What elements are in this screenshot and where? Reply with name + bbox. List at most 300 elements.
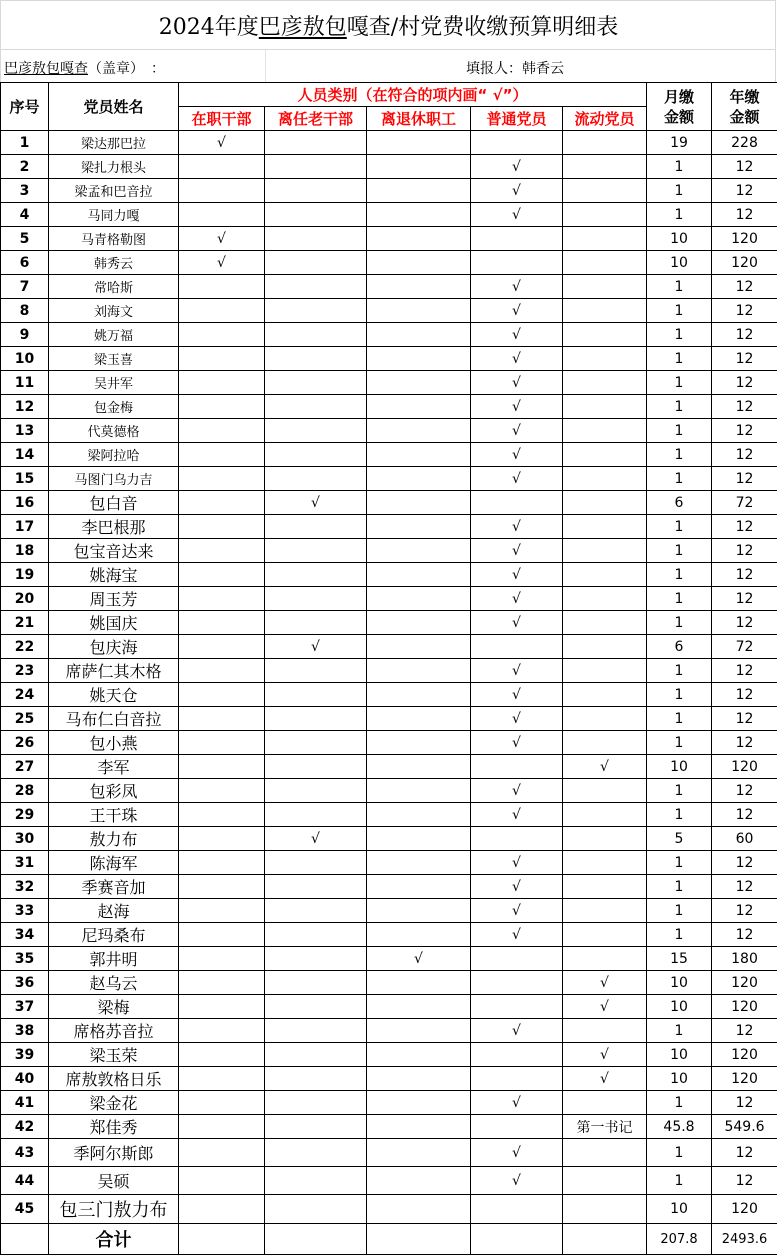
- type-cell: [265, 587, 367, 611]
- table-row: [1, 299, 777, 323]
- row-index: 17: [1, 515, 49, 539]
- type-cell: [367, 323, 471, 347]
- type-cell: [179, 779, 265, 803]
- yearly-amount: 12: [712, 1167, 777, 1195]
- type-cell: [265, 611, 367, 635]
- type-cell: [471, 1139, 563, 1167]
- type-cell: [179, 635, 265, 659]
- monthly-amount: 45.8: [647, 1115, 712, 1139]
- member-name: 季赛音加: [49, 875, 179, 899]
- type-cell: [563, 635, 647, 659]
- type-cell: [367, 707, 471, 731]
- yearly-amount: 12: [712, 515, 777, 539]
- check-mark-icon: √: [512, 1172, 521, 1189]
- row-index: 9: [1, 323, 49, 347]
- check-mark-icon: √: [512, 1022, 521, 1039]
- check-mark-icon: √: [512, 518, 521, 535]
- check-mark-icon: √: [512, 854, 521, 871]
- monthly-amount: 10: [647, 251, 712, 275]
- type-cell: [179, 1139, 265, 1167]
- row-index: 20: [1, 587, 49, 611]
- header-type-retired-staff: 离退休职工: [367, 107, 471, 131]
- type-cell: [179, 1043, 265, 1067]
- table-row: [1, 1167, 777, 1195]
- unit-field: [4, 58, 165, 78]
- title-prefix: 2024年度: [158, 14, 259, 40]
- type-cell: [471, 611, 563, 635]
- yearly-amount: 12: [712, 467, 777, 491]
- type-cell: [471, 131, 563, 155]
- yearly-amount: 12: [712, 395, 777, 419]
- yearly-amount: 12: [712, 419, 777, 443]
- table-row: [1, 563, 777, 587]
- type-cell: [367, 131, 471, 155]
- type-cell: [471, 299, 563, 323]
- check-mark-icon: √: [512, 926, 521, 943]
- member-name: 包彩凤: [49, 779, 179, 803]
- type-cell: [471, 779, 563, 803]
- filler-field: 填报人：韩香云: [466, 61, 564, 77]
- yearly-amount: 12: [712, 1139, 777, 1167]
- monthly-amount: 1: [647, 179, 712, 203]
- check-mark-icon: √: [512, 806, 521, 823]
- check-mark-icon: √: [512, 710, 521, 727]
- table-row: [1, 227, 777, 251]
- monthly-amount: 10: [647, 995, 712, 1019]
- type-cell: [563, 275, 647, 299]
- monthly-amount: 1: [647, 395, 712, 419]
- type-cell: [471, 347, 563, 371]
- row-index: 37: [1, 995, 49, 1019]
- yearly-amount: 120: [712, 251, 777, 275]
- type-cell: [563, 707, 647, 731]
- type-cell: [179, 467, 265, 491]
- type-cell: [563, 563, 647, 587]
- type-cell: [179, 1067, 265, 1091]
- yearly-amount: 12: [712, 923, 777, 947]
- monthly-amount: 5: [647, 827, 712, 851]
- type-cell: [471, 923, 563, 947]
- member-name: 刘海文: [49, 299, 179, 323]
- type-cell: [367, 1043, 471, 1067]
- type-cell: [179, 515, 265, 539]
- type-cell: [265, 539, 367, 563]
- type-cell: [367, 851, 471, 875]
- row-index: 45: [1, 1195, 49, 1224]
- type-cell: [367, 227, 471, 251]
- check-mark-icon: √: [512, 1144, 521, 1161]
- type-cell: [265, 659, 367, 683]
- row-index: 43: [1, 1139, 49, 1167]
- type-cell: [471, 395, 563, 419]
- check-mark-icon: √: [217, 230, 226, 247]
- unit-colon: ：: [151, 61, 165, 77]
- check-mark-icon: √: [414, 950, 423, 967]
- check-mark-icon: √: [512, 350, 521, 367]
- type-cell: [471, 179, 563, 203]
- type-cell: [265, 347, 367, 371]
- table-row: [1, 371, 777, 395]
- yearly-amount: 120: [712, 1043, 777, 1067]
- type-cell: [179, 347, 265, 371]
- table-row: [1, 899, 777, 923]
- table-row: [1, 1043, 777, 1067]
- type-cell: [471, 539, 563, 563]
- type-cell: [471, 155, 563, 179]
- yearly-amount: 12: [712, 1091, 777, 1115]
- type-cell: [471, 707, 563, 731]
- type-cell: [471, 587, 563, 611]
- type-cell: [179, 587, 265, 611]
- type-cell: [471, 1019, 563, 1043]
- type-cell: [265, 707, 367, 731]
- monthly-amount: 1: [647, 731, 712, 755]
- yearly-amount: 12: [712, 155, 777, 179]
- type-cell: [265, 755, 367, 779]
- member-name: 马同力嘎: [49, 203, 179, 227]
- yearly-amount: 12: [712, 539, 777, 563]
- page-title: [0, 0, 777, 50]
- member-name: 周玉芳: [49, 587, 179, 611]
- type-cell: [367, 1167, 471, 1195]
- row-index: 12: [1, 395, 49, 419]
- type-cell: [471, 1067, 563, 1091]
- member-name: 包庆海: [49, 635, 179, 659]
- check-mark-icon: √: [217, 254, 226, 271]
- type-cell: [179, 299, 265, 323]
- header-type-mobile: 流动党员: [563, 107, 647, 131]
- table-row: [1, 587, 777, 611]
- row-index: 29: [1, 803, 49, 827]
- type-cell: [563, 539, 647, 563]
- title-suffix: 嘎查/村党费收缴预算明细表: [346, 14, 619, 40]
- type-cell: [563, 899, 647, 923]
- type-cell: [367, 299, 471, 323]
- type-cell: [471, 563, 563, 587]
- type-cell: [265, 515, 367, 539]
- type-cell: [265, 179, 367, 203]
- yearly-amount: 60: [712, 827, 777, 851]
- type-cell: [179, 803, 265, 827]
- type-cell: [563, 1139, 647, 1167]
- type-cell: [563, 323, 647, 347]
- monthly-amount: 10: [647, 1043, 712, 1067]
- table-row: [1, 443, 777, 467]
- monthly-amount: 1: [647, 683, 712, 707]
- type-cell: [471, 251, 563, 275]
- type-cell: [367, 515, 471, 539]
- table-row: [1, 707, 777, 731]
- header-index: 序号: [1, 83, 49, 131]
- type-cell: [563, 947, 647, 971]
- member-name: 姚万福: [49, 323, 179, 347]
- row-index: 15: [1, 467, 49, 491]
- type-cell: [471, 851, 563, 875]
- type-cell: [471, 803, 563, 827]
- yearly-amount: 12: [712, 371, 777, 395]
- total-index-cell: [1, 1224, 49, 1255]
- type-cell: [265, 803, 367, 827]
- type-cell: [563, 155, 647, 179]
- table-row: [1, 203, 777, 227]
- type-cell: [367, 995, 471, 1019]
- type-cell: [265, 923, 367, 947]
- check-mark-icon: √: [600, 974, 609, 991]
- check-mark-icon: √: [512, 398, 521, 415]
- type-cell: [367, 371, 471, 395]
- type-cell: [367, 347, 471, 371]
- member-name: 马布仁白音拉: [49, 707, 179, 731]
- row-index: 44: [1, 1167, 49, 1195]
- monthly-amount: 15: [647, 947, 712, 971]
- type-cell: [563, 1091, 647, 1115]
- monthly-amount: 1: [647, 611, 712, 635]
- monthly-amount: 1: [647, 299, 712, 323]
- type-cell: [367, 1139, 471, 1167]
- row-index: 16: [1, 491, 49, 515]
- table-row: [1, 851, 777, 875]
- type-cell: [367, 587, 471, 611]
- type-cell: [179, 395, 265, 419]
- check-mark-icon: √: [217, 134, 226, 151]
- member-name: 梁金花: [49, 1091, 179, 1115]
- check-mark-icon: √: [600, 1046, 609, 1063]
- monthly-amount: 1: [647, 371, 712, 395]
- row-index: 8: [1, 299, 49, 323]
- type-cell: [179, 251, 265, 275]
- type-cell: [265, 131, 367, 155]
- type-cell: [563, 491, 647, 515]
- type-cell: [367, 635, 471, 659]
- type-cell: [179, 1167, 265, 1195]
- monthly-amount: 1: [647, 515, 712, 539]
- yearly-amount: 120: [712, 995, 777, 1019]
- member-name: 李巴根那: [49, 515, 179, 539]
- check-mark-icon: √: [512, 566, 521, 583]
- title-village: 巴彦敖包: [258, 14, 347, 40]
- type-cell: [179, 875, 265, 899]
- type-cell: [179, 659, 265, 683]
- type-cell: [471, 683, 563, 707]
- type-cell: [563, 1067, 647, 1091]
- row-index: 36: [1, 971, 49, 995]
- type-cell: [563, 299, 647, 323]
- table-row: [1, 323, 777, 347]
- monthly-amount: 1: [647, 419, 712, 443]
- check-mark-icon: √: [512, 614, 521, 631]
- type-cell: [265, 1019, 367, 1043]
- header-type-retired-cadre: 离任老干部: [265, 107, 367, 131]
- type-cell: [179, 851, 265, 875]
- row-index: 25: [1, 707, 49, 731]
- check-mark-icon: √: [311, 830, 320, 847]
- row-index: 23: [1, 659, 49, 683]
- row-index: 30: [1, 827, 49, 851]
- yearly-amount: 12: [712, 851, 777, 875]
- member-name: 吴硕: [49, 1167, 179, 1195]
- type-cell: [563, 971, 647, 995]
- type-cell: [471, 1167, 563, 1195]
- yearly-amount: 180: [712, 947, 777, 971]
- header-name: 党员姓名: [49, 83, 179, 131]
- table-row: [1, 779, 777, 803]
- type-cell: [563, 923, 647, 947]
- row-index: 2: [1, 155, 49, 179]
- member-name: 包三门敖力布: [49, 1195, 179, 1224]
- row-index: 4: [1, 203, 49, 227]
- type-cell: [265, 1167, 367, 1195]
- type-cell: [265, 275, 367, 299]
- type-cell: [471, 947, 563, 971]
- member-name: 包小燕: [49, 731, 179, 755]
- type-cell: [265, 467, 367, 491]
- table-row: [1, 1067, 777, 1091]
- check-mark-icon: √: [512, 590, 521, 607]
- row-index: 5: [1, 227, 49, 251]
- row-index: 10: [1, 347, 49, 371]
- monthly-amount: 1: [647, 779, 712, 803]
- monthly-amount: 10: [647, 971, 712, 995]
- type-cell: [367, 611, 471, 635]
- type-cell: [179, 971, 265, 995]
- row-index: 32: [1, 875, 49, 899]
- yearly-amount: 12: [712, 563, 777, 587]
- table-row: [1, 395, 777, 419]
- type-cell: [179, 947, 265, 971]
- type-cell: [265, 443, 367, 467]
- row-index: 26: [1, 731, 49, 755]
- yearly-amount: 549.6: [712, 1115, 777, 1139]
- row-index: 14: [1, 443, 49, 467]
- type-cell: [471, 731, 563, 755]
- monthly-amount: 1: [647, 875, 712, 899]
- type-cell: [563, 467, 647, 491]
- type-cell: [179, 923, 265, 947]
- type-cell: [367, 179, 471, 203]
- member-name: 姚天仓: [49, 683, 179, 707]
- type-cell: [179, 419, 265, 443]
- table-row: [1, 971, 777, 995]
- check-mark-icon: √: [512, 158, 521, 175]
- check-mark-icon: √: [512, 278, 521, 295]
- monthly-amount: 1: [647, 899, 712, 923]
- type-cell: [179, 611, 265, 635]
- type-cell: [563, 827, 647, 851]
- table-row: [1, 491, 777, 515]
- yearly-amount: 120: [712, 971, 777, 995]
- type-cell: [471, 995, 563, 1019]
- yearly-amount: 12: [712, 179, 777, 203]
- type-cell: [367, 563, 471, 587]
- type-cell: [179, 323, 265, 347]
- monthly-amount: 1: [647, 923, 712, 947]
- member-name: 梁玉荣: [49, 1043, 179, 1067]
- type-cell: [367, 899, 471, 923]
- row-index: 3: [1, 179, 49, 203]
- type-cell: [563, 731, 647, 755]
- yearly-amount: 12: [712, 203, 777, 227]
- yearly-amount: 12: [712, 683, 777, 707]
- type-cell: [179, 371, 265, 395]
- table-row: [1, 347, 777, 371]
- type-cell: [367, 467, 471, 491]
- table-row: [1, 155, 777, 179]
- row-index: 7: [1, 275, 49, 299]
- total-label: 合计: [49, 1224, 179, 1255]
- type-cell: [179, 755, 265, 779]
- member-name: 包白音: [49, 491, 179, 515]
- yearly-amount: 120: [712, 1067, 777, 1091]
- check-mark-icon: √: [512, 182, 521, 199]
- row-index: 19: [1, 563, 49, 587]
- row-index: 39: [1, 1043, 49, 1067]
- monthly-amount: 6: [647, 491, 712, 515]
- type-cell: [179, 539, 265, 563]
- type-cell: [471, 899, 563, 923]
- row-index: 27: [1, 755, 49, 779]
- role-note: 第一书记: [563, 1115, 647, 1139]
- row-index: 28: [1, 779, 49, 803]
- type-cell: [367, 1091, 471, 1115]
- table-row: [1, 635, 777, 659]
- type-cell: [563, 371, 647, 395]
- table-row: [1, 1115, 777, 1139]
- check-mark-icon: √: [512, 686, 521, 703]
- monthly-amount: 1: [647, 443, 712, 467]
- yearly-amount: 72: [712, 491, 777, 515]
- row-index: 22: [1, 635, 49, 659]
- monthly-amount: 1: [647, 851, 712, 875]
- type-cell: [179, 1091, 265, 1115]
- type-cell: [265, 323, 367, 347]
- type-cell: [265, 1139, 367, 1167]
- monthly-amount: 1: [647, 323, 712, 347]
- type-cell: [367, 1019, 471, 1043]
- yearly-amount: 12: [712, 731, 777, 755]
- yearly-amount: 12: [712, 299, 777, 323]
- type-cell: [265, 1091, 367, 1115]
- unit-name: 巴彦敖包嘎查: [4, 61, 88, 77]
- type-cell: [265, 491, 367, 515]
- table-row: [1, 995, 777, 1019]
- type-cell: [563, 587, 647, 611]
- type-cell: [179, 131, 265, 155]
- type-cell: [179, 827, 265, 851]
- yearly-amount: 12: [712, 587, 777, 611]
- check-mark-icon: √: [512, 470, 521, 487]
- member-name: 赵乌云: [49, 971, 179, 995]
- row-index: 24: [1, 683, 49, 707]
- row-index: 11: [1, 371, 49, 395]
- type-cell: [471, 467, 563, 491]
- type-cell: [265, 395, 367, 419]
- type-cell: [367, 539, 471, 563]
- table-row: [1, 251, 777, 275]
- row-index: 38: [1, 1019, 49, 1043]
- member-name: 席萨仁其木格: [49, 659, 179, 683]
- check-mark-icon: √: [512, 302, 521, 319]
- row-index: 42: [1, 1115, 49, 1139]
- row-index: 1: [1, 131, 49, 155]
- check-mark-icon: √: [600, 1070, 609, 1087]
- type-cell: [265, 971, 367, 995]
- member-name: 陈海军: [49, 851, 179, 875]
- type-cell: [563, 1167, 647, 1195]
- type-cell: [471, 275, 563, 299]
- type-cell: [265, 1043, 367, 1067]
- type-cell: [265, 227, 367, 251]
- type-cell: [367, 491, 471, 515]
